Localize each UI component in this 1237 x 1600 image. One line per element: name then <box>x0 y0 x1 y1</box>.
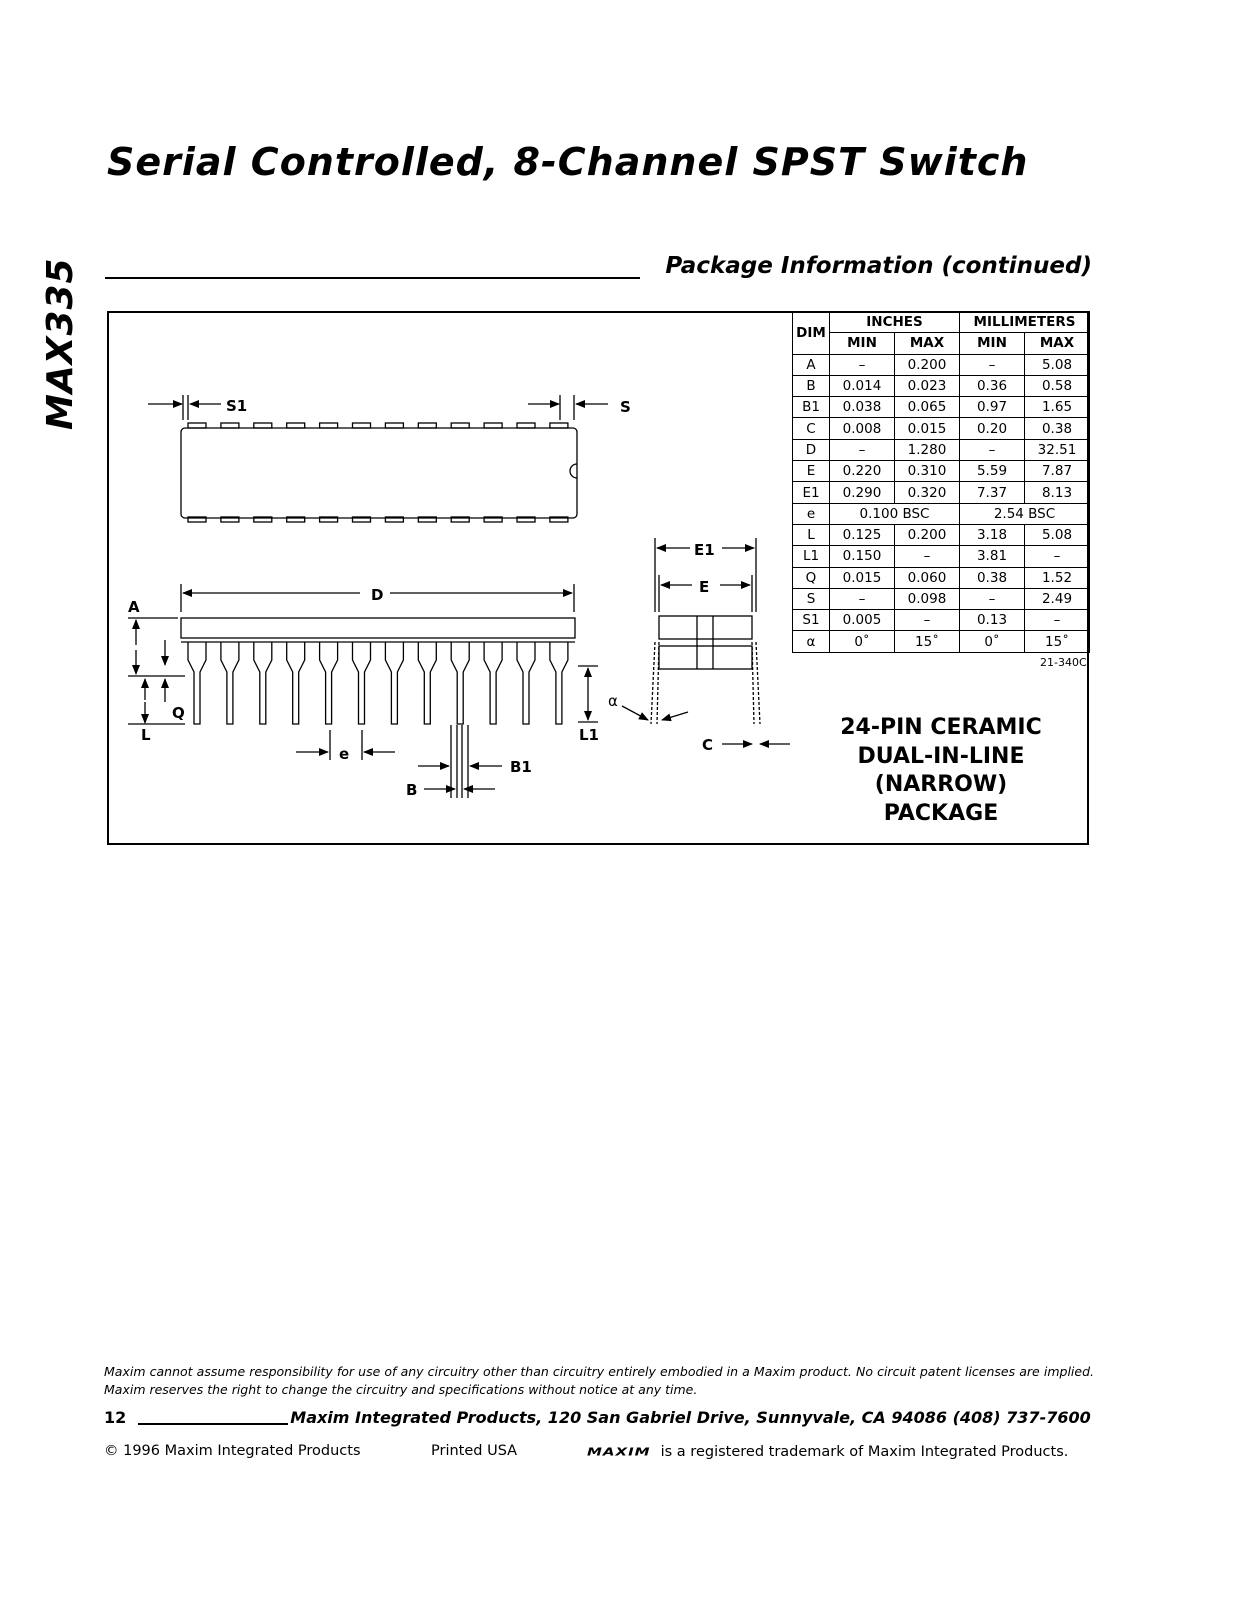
table-cell: E1 <box>793 482 830 503</box>
table-row <box>793 418 1090 439</box>
header-mm-max: MAX <box>1025 333 1090 354</box>
disclaimer: Maxim cannot assume responsibility for use of any circuitry other than circuitry entirely embodied in a Maxim product. No circuit patent licenses are implied. Maxim reserves the right to change the circuitry and specifications without notice at any time. <box>104 1364 1094 1397</box>
package-name-line: DUAL-IN-LINE <box>857 743 1025 769</box>
table-cell: 32.51 <box>1025 439 1090 460</box>
table-cell: 0.58 <box>1025 375 1090 396</box>
table-cell: 2.49 <box>1025 588 1090 609</box>
table-cell: S <box>793 588 830 609</box>
table-cell: 1.280 <box>895 439 960 460</box>
table-row <box>793 354 1090 375</box>
table-cell: 5.59 <box>960 461 1025 482</box>
table-cell: 0.100 BSC <box>830 503 960 524</box>
company-address: Maxim Integrated Products, 120 San Gabriel Drive, Sunnyvale, CA 94086 (408) 737-7600 <box>290 1408 1091 1427</box>
label-b: B <box>406 781 418 799</box>
table-cell: 0.200 <box>895 524 960 545</box>
table-row <box>793 567 1090 588</box>
side-view-body <box>181 618 575 638</box>
label-l1: L1 <box>579 726 599 744</box>
side-view-lead <box>385 642 403 724</box>
table-cell: – <box>1025 610 1090 631</box>
trademark-text: is a registered trademark of Maxim Integrated Products. <box>660 1444 1069 1460</box>
header-inches: INCHES <box>830 312 960 333</box>
end-view-body-top <box>659 616 752 639</box>
top-view-pin <box>254 423 272 428</box>
table-cell: Q <box>793 567 830 588</box>
table-cell: – <box>895 546 960 567</box>
end-view-lead-right <box>756 642 760 724</box>
table-cell: B <box>793 375 830 396</box>
label-q: Q <box>172 704 185 722</box>
label-c: C <box>702 736 714 754</box>
top-view-pin <box>484 423 502 428</box>
label-e-pitch: e <box>339 745 350 763</box>
table-cell: 0.038 <box>830 397 895 418</box>
side-view-lead <box>517 642 535 724</box>
top-view-pin <box>550 423 568 428</box>
table-cell: 0.13 <box>960 610 1025 631</box>
page-number: 12 <box>104 1408 127 1427</box>
footer-address-line <box>104 1408 1094 1427</box>
section-title: Package Information (continued) <box>665 253 1092 279</box>
table-cell: 0.015 <box>830 567 895 588</box>
table-cell: D <box>793 439 830 460</box>
table-cell: – <box>895 610 960 631</box>
label-d: D <box>371 586 384 604</box>
table-cell: – <box>830 439 895 460</box>
table-row <box>793 461 1090 482</box>
table-row <box>793 375 1090 396</box>
table-cell: 0.014 <box>830 375 895 396</box>
package-name-line: (NARROW) <box>874 772 1008 797</box>
table-row <box>793 524 1090 545</box>
table-cell: 7.37 <box>960 482 1025 503</box>
end-view-lead-left-2 <box>657 642 659 724</box>
table-cell: 0.125 <box>830 524 895 545</box>
top-view-pin <box>287 423 305 428</box>
side-view-lead <box>550 642 568 724</box>
maxim-logo: MAXIM <box>587 1445 651 1459</box>
table-row <box>793 631 1090 652</box>
table-cell: A <box>793 354 830 375</box>
table-cell: C <box>793 418 830 439</box>
table-cell: 8.13 <box>1025 482 1090 503</box>
footer-rule <box>138 1423 288 1425</box>
table-cell: 15˚ <box>895 631 960 652</box>
table-row <box>793 546 1090 567</box>
side-view-lead <box>418 642 436 724</box>
table-cell: 5.08 <box>1025 524 1090 545</box>
label-s: S <box>620 398 631 416</box>
table-cell: 0˚ <box>960 631 1025 652</box>
end-view-lead-left <box>651 642 655 724</box>
table-cell: – <box>960 588 1025 609</box>
label-e1: E1 <box>694 541 715 559</box>
table-row <box>793 482 1090 503</box>
header-in-min: MIN <box>830 333 895 354</box>
copyright: © 1996 Maxim Integrated Products <box>104 1443 361 1459</box>
table-cell: α <box>793 631 830 652</box>
printed-in: Printed USA <box>431 1443 518 1459</box>
package-name-line: 24-PIN CERAMIC <box>840 715 1042 740</box>
table-cell: B1 <box>793 397 830 418</box>
table-cell: 0.065 <box>895 397 960 418</box>
table-cell: 0.20 <box>960 418 1025 439</box>
table-cell: 0.38 <box>960 567 1025 588</box>
table-cell: 0.290 <box>830 482 895 503</box>
header-mm: MILLIMETERS <box>960 312 1090 333</box>
part-number: MAX335 <box>40 257 81 430</box>
table-cell: 0.36 <box>960 375 1025 396</box>
page-title: Serial Controlled, 8-Channel SPST Switch <box>107 140 1029 184</box>
top-view-body <box>181 428 577 518</box>
table-cell: e <box>793 503 830 524</box>
table-cell: – <box>830 354 895 375</box>
label-alpha: α <box>608 692 618 710</box>
table-cell: 1.65 <box>1025 397 1090 418</box>
alpha-arrow <box>622 706 648 720</box>
table-cell: S1 <box>793 610 830 631</box>
table-cell: 2.54 BSC <box>960 503 1090 524</box>
side-view-lead <box>188 642 206 724</box>
table-cell: – <box>1025 546 1090 567</box>
table-cell: 1.52 <box>1025 567 1090 588</box>
pin1-notch <box>570 464 577 478</box>
header-in-max: MAX <box>895 333 960 354</box>
table-cell: 0.098 <box>895 588 960 609</box>
top-view-pin <box>385 423 403 428</box>
table-cell: 0.023 <box>895 375 960 396</box>
table-cell: 0˚ <box>830 631 895 652</box>
table-cell: L <box>793 524 830 545</box>
table-cell: – <box>830 588 895 609</box>
table-cell: 15˚ <box>1025 631 1090 652</box>
package-name-line: PACKAGE <box>883 800 999 826</box>
side-view-lead <box>287 642 305 724</box>
table-row <box>793 439 1090 460</box>
copyright-line <box>104 1443 1094 1459</box>
label-a: A <box>128 598 140 616</box>
label-l: L <box>141 726 151 744</box>
table-cell: 7.87 <box>1025 461 1090 482</box>
alpha-arrow-2 <box>662 712 688 720</box>
label-s1: S1 <box>226 397 248 415</box>
package-name <box>830 714 1052 828</box>
table-cell: – <box>960 439 1025 460</box>
header-mm-min: MIN <box>960 333 1025 354</box>
top-view-pin <box>320 423 338 428</box>
side-view-lead <box>320 642 338 724</box>
top-view-pin <box>517 423 535 428</box>
table-cell: – <box>960 354 1025 375</box>
top-view-pin <box>188 423 206 428</box>
table-cell: 5.08 <box>1025 354 1090 375</box>
label-b1: B1 <box>510 758 532 776</box>
table-cell: E <box>793 461 830 482</box>
dimension-table <box>792 311 1090 653</box>
table-cell: 0.200 <box>895 354 960 375</box>
table-cell: 0.38 <box>1025 418 1090 439</box>
table-cell: 0.015 <box>895 418 960 439</box>
table-row <box>793 503 1090 524</box>
top-view-pin <box>418 423 436 428</box>
table-cell: 3.18 <box>960 524 1025 545</box>
header-dim: DIM <box>793 312 830 355</box>
table-row <box>793 610 1090 631</box>
label-e-body: E <box>699 578 710 596</box>
side-view-lead <box>254 642 272 724</box>
end-view-body-bottom <box>659 646 752 669</box>
top-view-pin <box>221 423 239 428</box>
table-cell: 0.008 <box>830 418 895 439</box>
table-cell: 0.150 <box>830 546 895 567</box>
top-view-pin <box>451 423 469 428</box>
table-cell: 0.005 <box>830 610 895 631</box>
top-view-pin <box>353 423 371 428</box>
table-row <box>793 588 1090 609</box>
document-id: 21-340C <box>1040 656 1087 669</box>
table-cell: 0.320 <box>895 482 960 503</box>
table-cell: 3.81 <box>960 546 1025 567</box>
end-view-lead-right-2 <box>752 642 754 724</box>
table-cell: 0.97 <box>960 397 1025 418</box>
table-cell: L1 <box>793 546 830 567</box>
side-view-lead <box>484 642 502 724</box>
side-view-lead <box>221 642 239 724</box>
trademark-notice <box>587 1443 1068 1461</box>
table-cell: 0.060 <box>895 567 960 588</box>
side-view-lead <box>353 642 371 724</box>
table-cell: 0.310 <box>895 461 960 482</box>
table-cell: 0.220 <box>830 461 895 482</box>
side-view-lead <box>451 642 469 724</box>
table-row <box>793 397 1090 418</box>
